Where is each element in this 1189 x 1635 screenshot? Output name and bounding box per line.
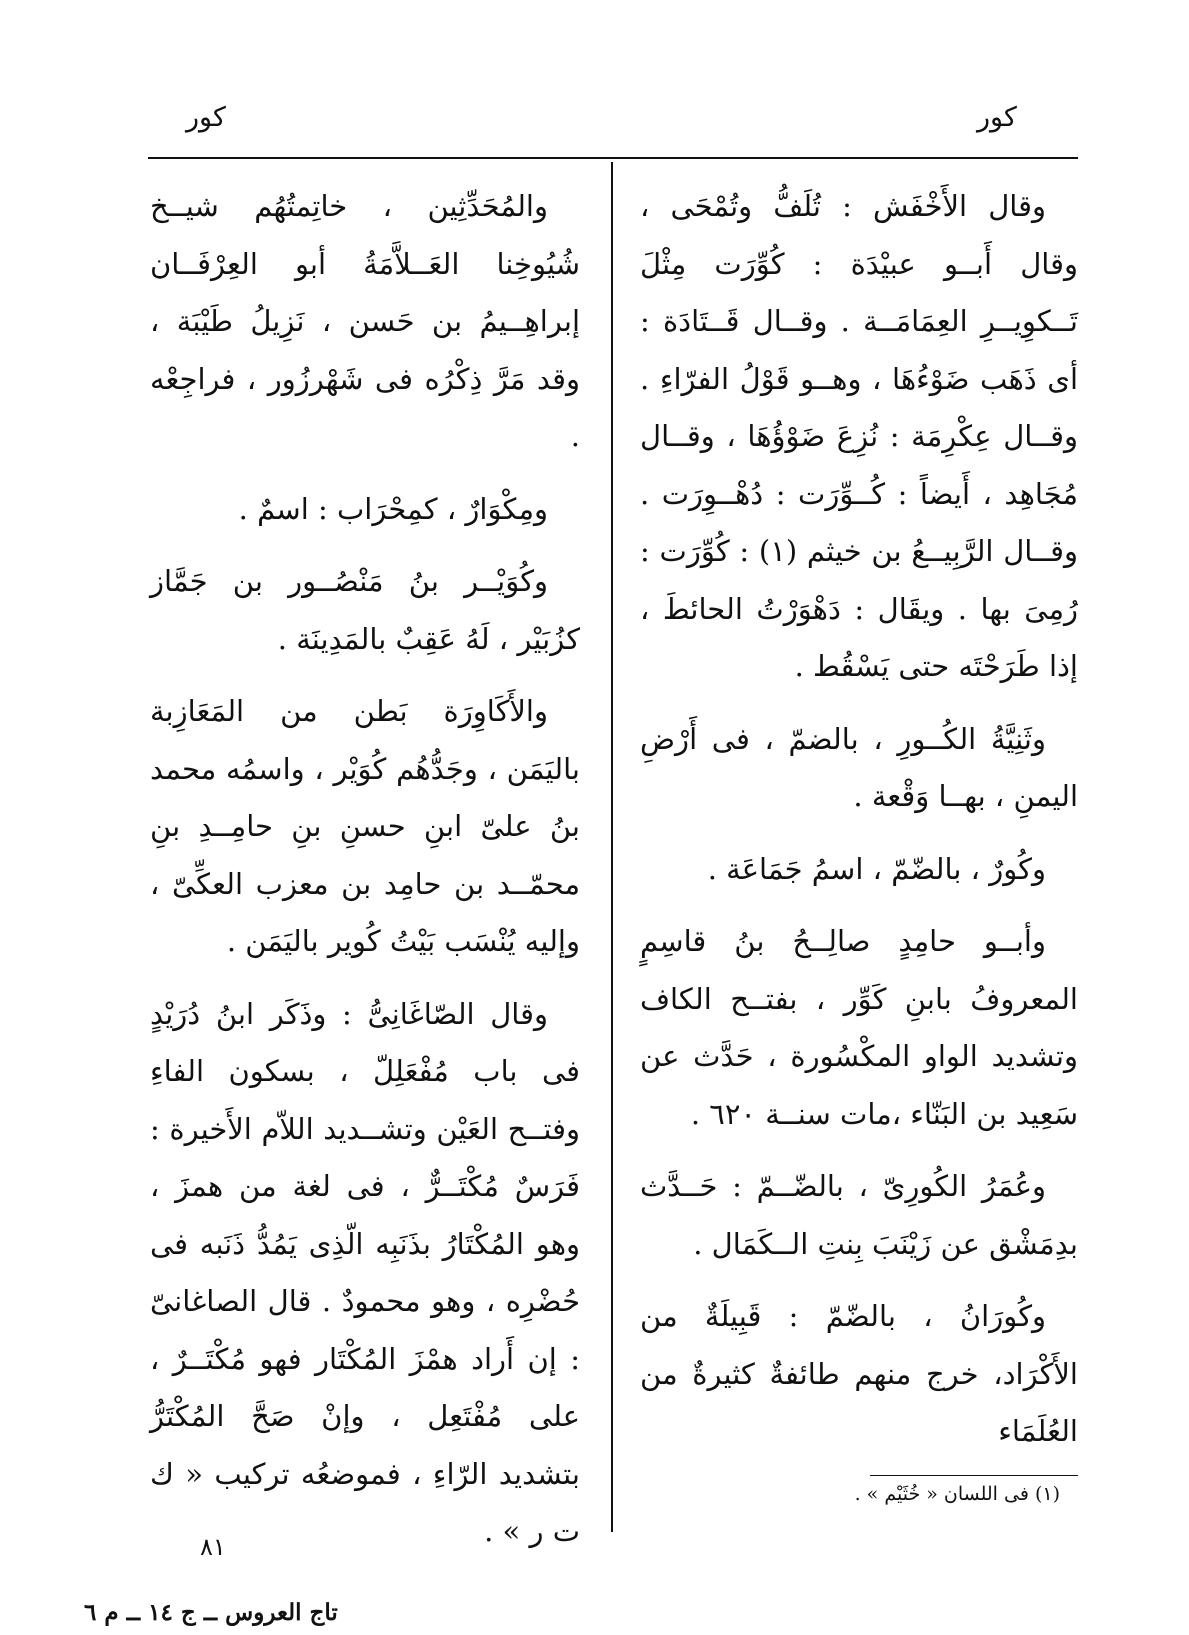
entry-paragraph: وعُمَرُ الكُورِىّ ، بالضّــمّ : حَــدَّث بدِمَشْق عن زَيْنَبَ بِنتِ الــكَمَال . [640,1169,1078,1261]
entry-paragraph: والأَكَاوِرَة بَطن من المَعَازِبة باليَمَن ، وجَدُّهُم كُوَيْر ، واسمُه محمد بنُ علىّ ابنِ حسنِ بنِ حامِــدِ بنِ محمّــد بن حامِد بن معزب العكِّىّ ، وإليه يُنْسَب بَيْتُ كُوير باليَمَن . [150,694,580,958]
entry-paragraph: والمُحَدِّثِين ، خاتِمتُهُم شيــخ شُيُوخِنا العَــلاَّمَةُ أبو العِرْفَــان إبراهِــيمُ بن حَسن ، نَزِيلُ طَيْبَة ، وقد مَرَّ ذِكْرُه فى شَهْرزُور ، فراجِعْه . [150,189,580,453]
entry-paragraph: ومِكْوَارٌ ، كمِحْرَاب : اسمٌ . [238,491,548,526]
left-column [150,178,580,1576]
header-rule [148,157,1078,159]
column-divider [611,162,613,1532]
entry-paragraph: وثَنِيَّةُ الكُــورِ ، بالضمّ ، فى أَرْضِ اليمنِ ، بهــا وَقْعة . [640,721,1078,813]
book-signature: تاج العروس ــ ج ١٤ ــ م ٦ [84,1599,338,1626]
running-head-right: كور [977,102,1017,133]
running-head-left: كور [186,102,226,133]
entry-paragraph: وكُوَيْــر بنُ مَنْصُــور بن جَمَّاز كزُبَيْر ، لَهُ عَقِبٌ بالمَدِينَة . [150,564,580,656]
footnote: (١) فى اللسان « خُثَيْم » . [854,1483,1060,1505]
entry-paragraph: وكُورَانُ ، بالضّمّ : قَبِيلَةٌ من الأَكْرَاد، خرج منهم طائفةٌ كثيرةٌ من العُلَمَاء [640,1299,1078,1448]
footnote-rule [870,1475,1078,1476]
entry-paragraph: وكُورٌ ، بالضّمّ ، اسمُ جَمَاعَة . [707,851,1046,886]
right-column [640,178,1078,1476]
entry-paragraph: وقال الأَخْفَش : تُلَفُّ وتُمْحَى ، وقال أَبــو عبيْدَة : كُوِّرَت مِثْلَ تَــكوِيــرِ العِمَامَــة . وقــال قَــتَادَة : أى ذَهَب ضَوْءُهَا ، وهــو قَوْلُ الفرّاءِ . وقــال عِكْرِمَة : نُزِعَ ضَوْؤُهَا ، وقــال مُجَاهِد ، أَيضاً : كُــوِّرَت : دُهْــوِرَت . وقــال الرَّبِيــعُ بن خيثم (١) : كُوِّرَت : رُمِىَ بها . ويقَال : دَهْوَرْتُ الحائطَ ، إذا طَرَحْتَه حتى يَسْقُط . [640,189,1078,683]
page-number: ٨١ [200,1533,226,1561]
entry-paragraph: وأبــو حامِدٍ صالِــحُ بنُ قاسِمٍ المعروفُ بابنِ كَوِّر ، بفتــح الكاف وتشديد الواو المكْسُورة ، حَدَّث عن سَعِيد بن البَنّاء ،مات سنــة ٦٢٠ . [640,924,1078,1131]
entry-paragraph: وقال الصّاغَانِىُّ : وذَكَر ابنُ دُرَيْدٍ فى باب مُفْعَلِلّ ، بسكون الفاءِ وفتــح العَيْن وتشــديد اللاّم الأَخيرة : فَرَسٌ مُكْتَــرٌّ ، فى لغة من همزَ ، وهو المُكْتَارُ بذَنَبِه الّذِى يَمُدُّ ذَنَبه فى حُضْرِه ، وهو محمودٌ . قال الصاغانىّ : إن أَراد همْزَ المُكْتَار فهو مُكْتَــرٌ ، على مُفْتَعِل ، وإنْ صَحَّ المُكْتَرُّ بتشديد الرّاءِ ، فموضعُه تركيب « ك ت ر » . [150,996,580,1548]
